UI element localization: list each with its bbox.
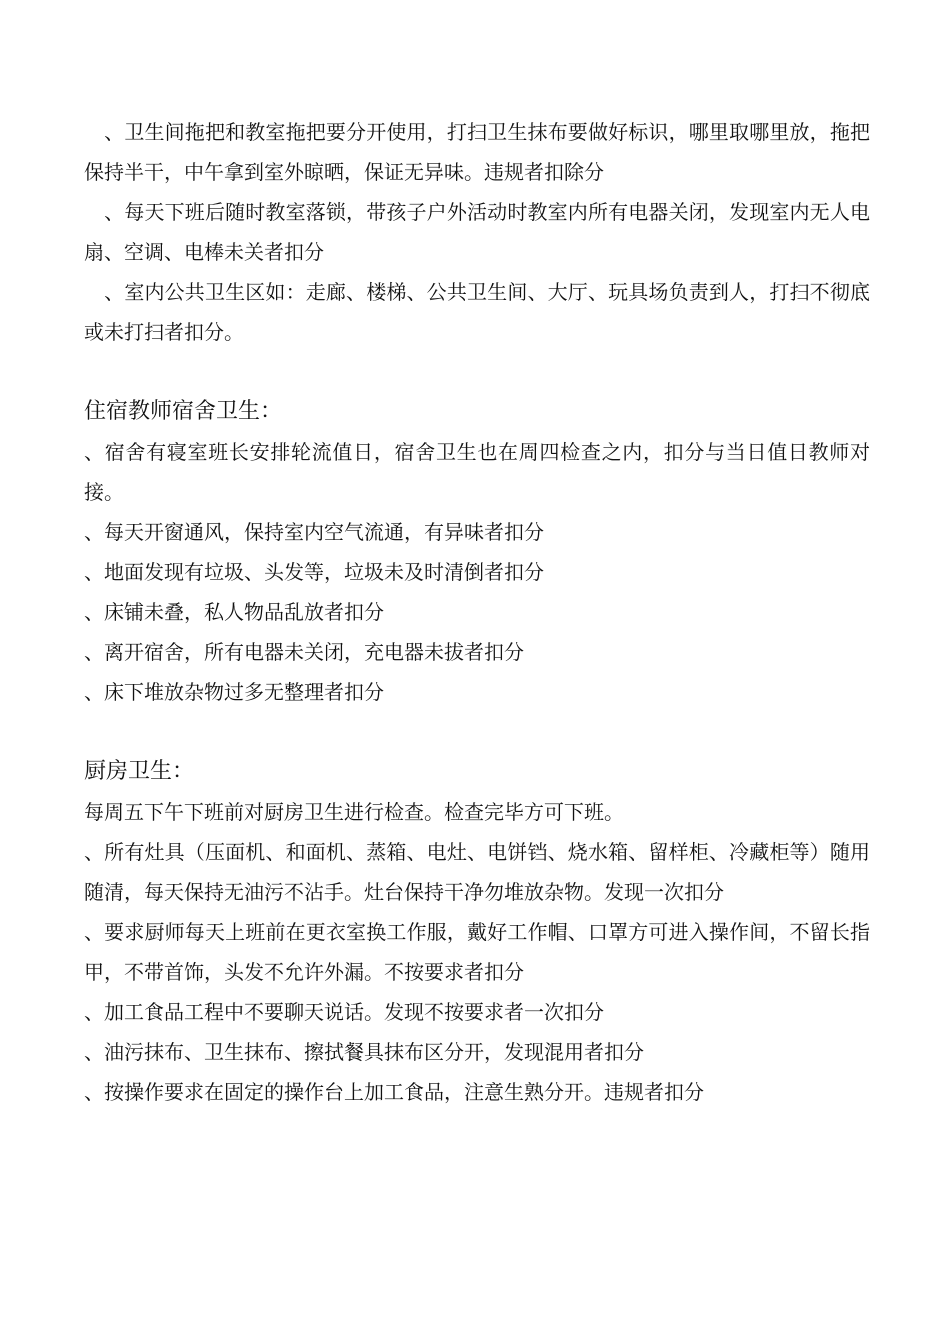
rule-item: 、油污抹布、卫生抹布、擦拭餐具抹布区分开，发现混用者扣分 [84,1040,644,1064]
spacer [84,352,870,392]
rule-item: 、床铺未叠，私人物品乱放者扣分 [84,600,384,624]
section-heading-kitchen: 厨房卫生： [84,759,195,784]
rule-item: 、加工食品工程中不要聊天说话。发现不按要求者一次扣分 [84,1000,604,1024]
section-heading-dorm: 住宿教师宿舍卫生： [84,399,283,424]
document-page [84,112,870,1112]
section-intro: 每周五下午下班前对厨房卫生进行检查。检查完毕方可下班。 [84,800,624,824]
rule-item: 、宿舍有寝室班长安排轮流值日，宿舍卫生也在周四检查之内，扣分与当日值日教师对接。 [84,440,870,504]
rule-item: 、每天开窗通风，保持室内空气流通，有异味者扣分 [84,520,544,544]
rule-item: 、地面发现有垃圾、头发等，垃圾未及时清倒者扣分 [84,560,544,584]
rule-item: 、室内公共卫生区如：走廊、楼梯、公共卫生间、大厅、玩具场负责到人，打扫不彻底或未打扫者扣分。 [84,280,870,344]
rule-item: 、每天下班后随时教室落锁，带孩子户外活动时教室内所有电器关闭，发现室内无人电扇、空调、电棒未关者扣分 [84,200,870,264]
rule-item: 、卫生间拖把和教室拖把要分开使用，打扫卫生抹布要做好标识，哪里取哪里放，拖把保持半干，中午拿到室外晾晒，保证无异味。违规者扣除分 [84,120,870,184]
kitchen-section [84,752,870,1112]
spacer [84,712,870,752]
rule-item: 、按操作要求在固定的操作台上加工食品，注意生熟分开。违规者扣分 [84,1080,704,1104]
rule-item: 、床下堆放杂物过多无整理者扣分 [84,680,384,704]
rule-item: 、要求厨师每天上班前在更衣室换工作服，戴好工作帽、口罩方可进入操作间，不留长指甲，不带首饰，头发不允许外漏。不按要求者扣分 [84,920,870,984]
dorm-section [84,392,870,712]
classroom-section [84,112,870,352]
rule-item: 、所有灶具（压面机、和面机、蒸箱、电灶、电饼铛、烧水箱、留样柜、冷藏柜等）随用随清，每天保持无油污不沾手。灶台保持干净勿堆放杂物。发现一次扣分 [84,840,870,904]
rule-item: 、离开宿舍，所有电器未关闭，充电器未拔者扣分 [84,640,524,664]
